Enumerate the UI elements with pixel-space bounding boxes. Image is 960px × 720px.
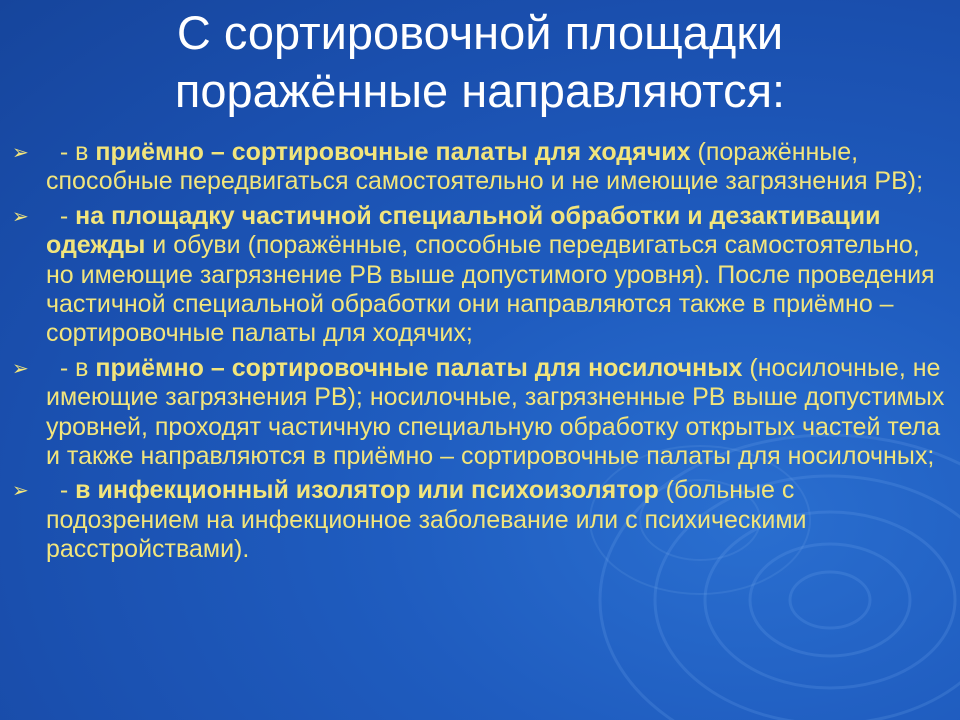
slide-title bbox=[60, 4, 900, 120]
slide-title-line1: С сортировочной площадки bbox=[176, 6, 784, 59]
bullet-lead: - в bbox=[46, 353, 96, 382]
bullet-text: (носилочные, не имеющие загрязнения РВ); носилочные, загрязненные РВ выше допустимых уровней, проходят частичную специальную обработку открытых частей тела и также направляются в приёмно – сортировочные палаты для носилочных; bbox=[46, 353, 945, 471]
bullet-bold-text: на площадку частичной специальной обработки и дезактивации одежды bbox=[46, 201, 881, 260]
bullet-bold-text: приёмно – сортировочные палаты для ходячих bbox=[95, 138, 691, 166]
slide-title-line2: поражённые направляются: bbox=[174, 64, 786, 117]
bullet-lead: - bbox=[46, 476, 76, 505]
chevron-arrow-icon: ➢ bbox=[12, 142, 29, 164]
bullet-lead: - bbox=[46, 201, 76, 230]
bullet-text: (поражённые, способные передвигаться самостоятельно и не имеющие загрязнения РВ); bbox=[46, 138, 924, 196]
chevron-arrow-icon: ➢ bbox=[12, 480, 29, 503]
bullet-item bbox=[8, 354, 952, 472]
bullet-item bbox=[8, 202, 952, 349]
chevron-arrow-icon: ➢ bbox=[12, 357, 29, 380]
bullet-lead: - в bbox=[46, 138, 96, 166]
bullet-item bbox=[8, 138, 952, 197]
bullet-text: (больные с подозрением на инфекционное заболевание или с психическими расстройствами). bbox=[46, 476, 807, 564]
bullet-bold-text: в инфекционный изолятор или психоизолятор bbox=[75, 476, 659, 505]
bullet-text: и обуви (поражённые, способные передвигаться самостоятельно, но имеющие загрязнение РВ выше допустимого уровня). После проведения частичной специальной обработки они направляются также в приёмно – сортировочные палаты для ходячих; bbox=[46, 231, 935, 348]
bullet-bold-text: приёмно – сортировочные палаты для носилочных bbox=[95, 353, 743, 382]
bullet-list bbox=[8, 138, 952, 570]
chevron-arrow-icon: ➢ bbox=[12, 205, 29, 228]
bullet-item bbox=[8, 476, 952, 564]
